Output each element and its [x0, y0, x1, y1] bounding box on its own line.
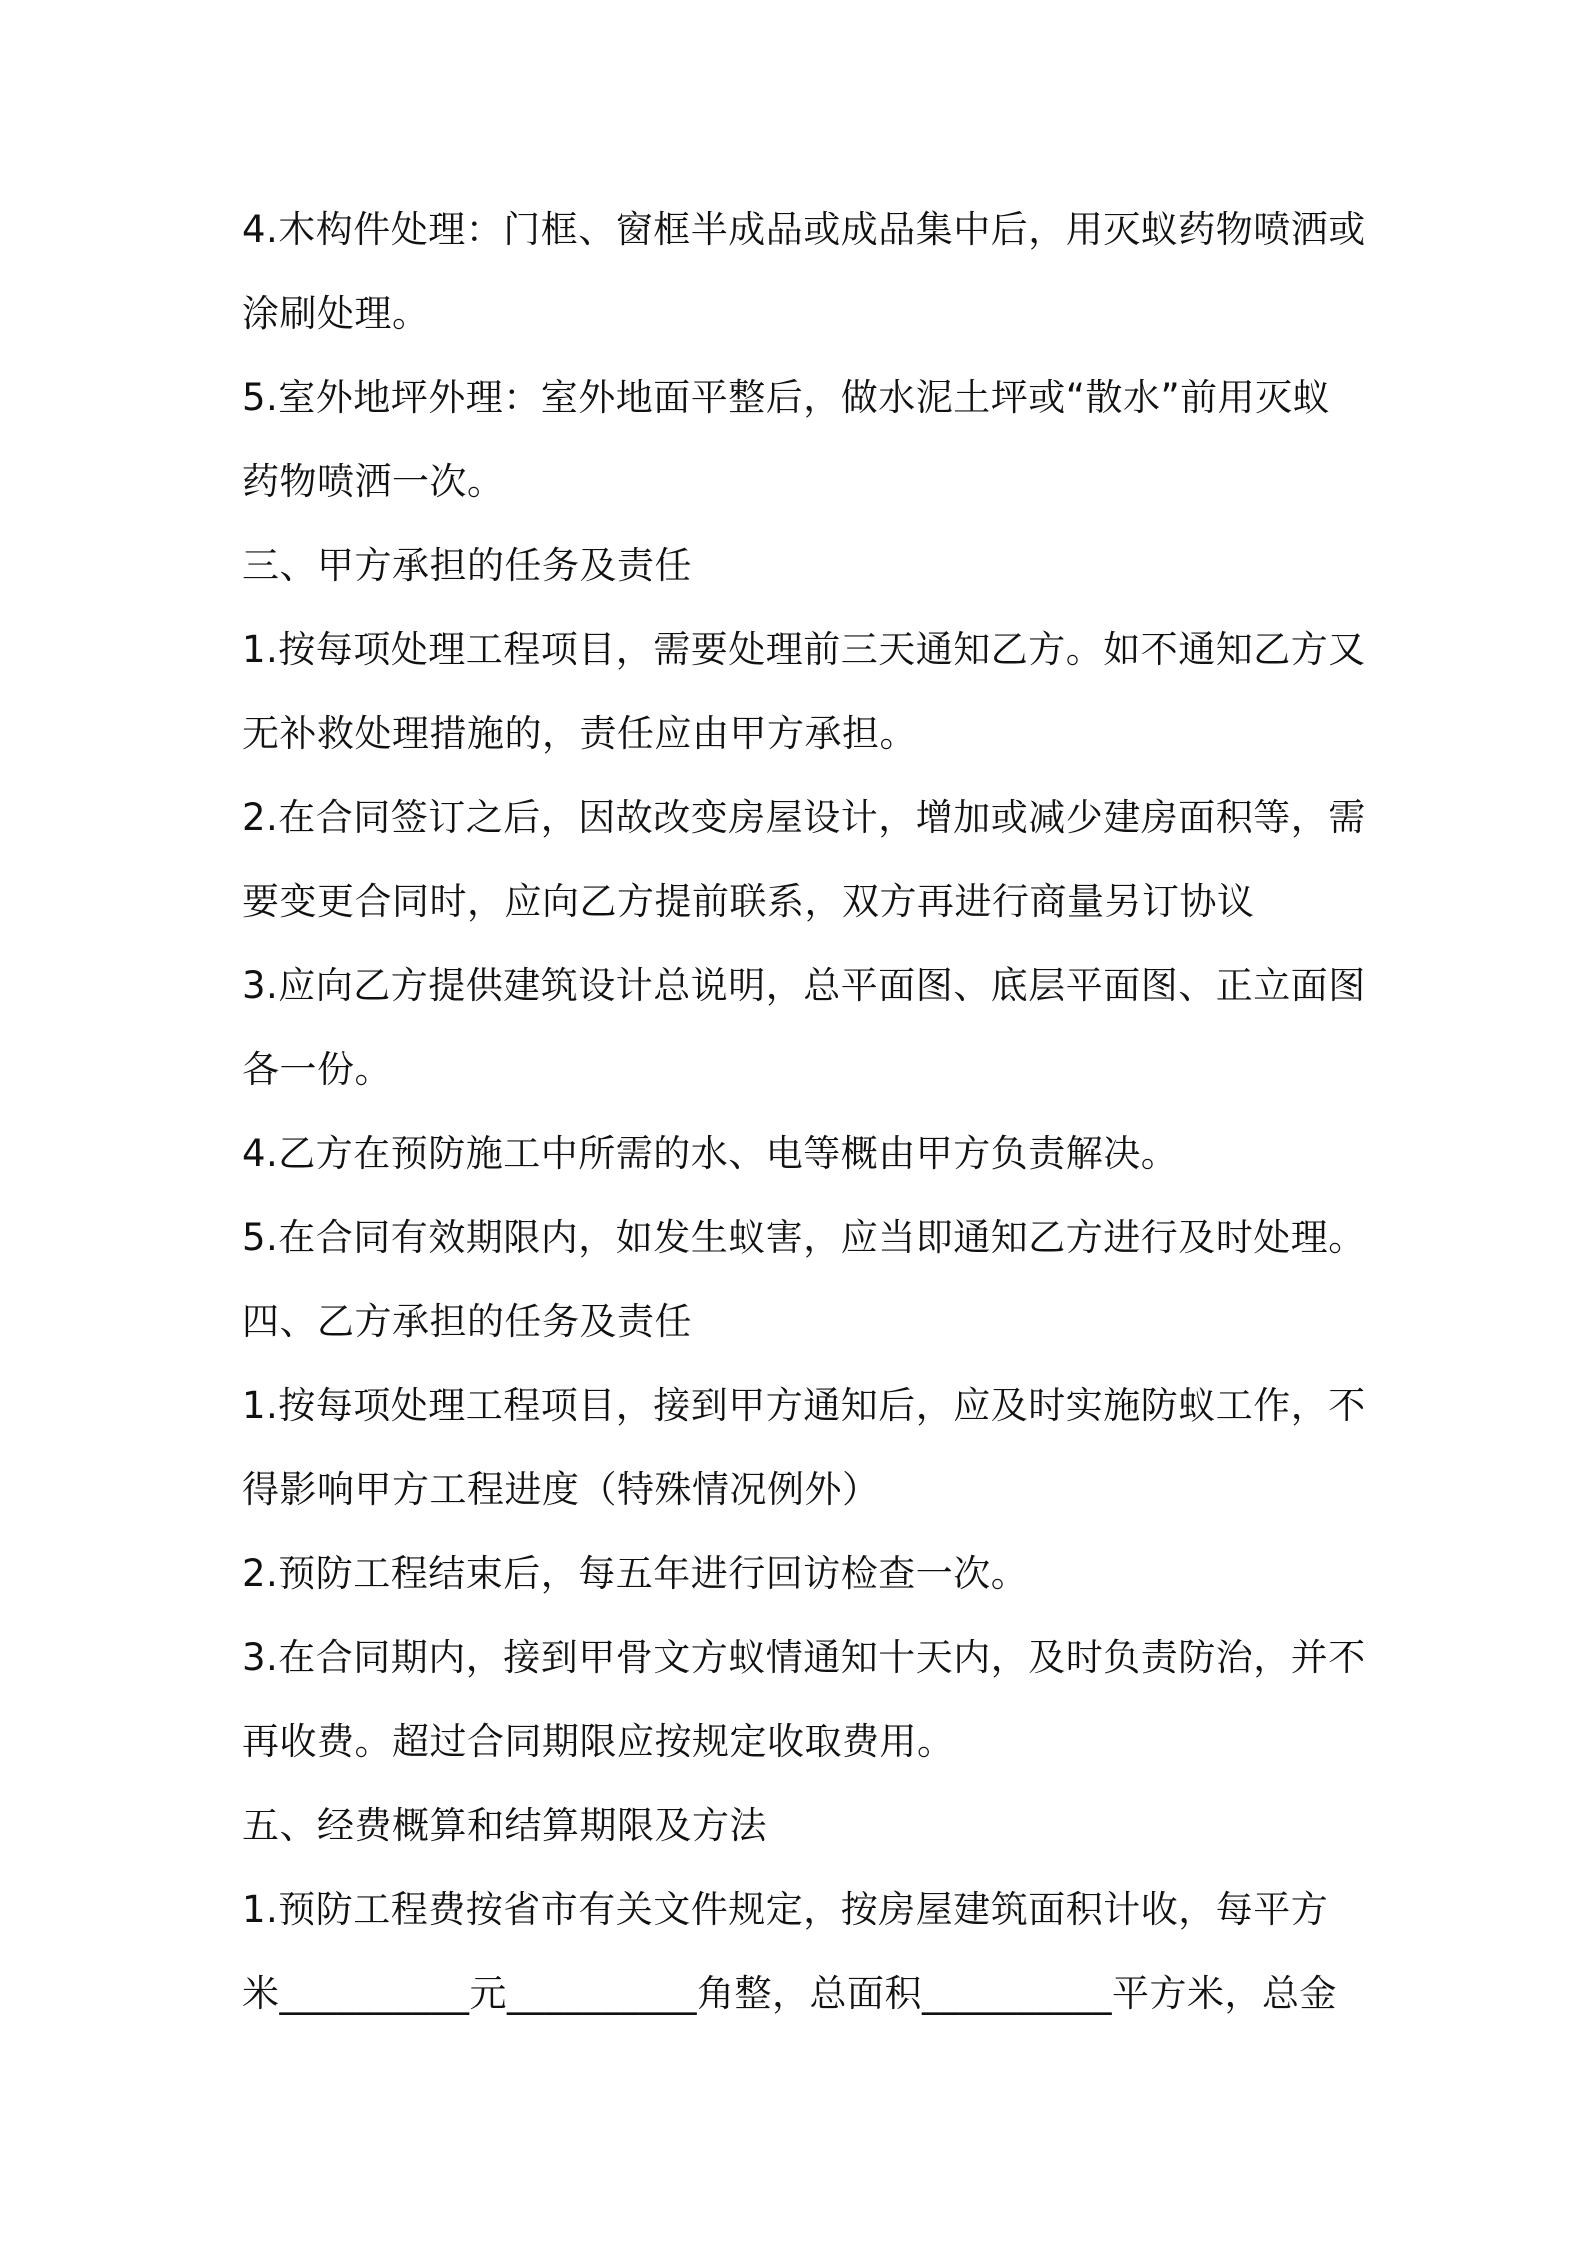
text-line: 得影响甲方工程进度（特殊情况例外） — [242, 1468, 880, 1511]
text-line: 1.预防工程费按省市有关文件规定，按房屋建筑面积计收，每平方 — [242, 1888, 1329, 1931]
text-line: 3.在合同期内，接到甲骨文方蚁情通知十天内，及时负责防治，并不 — [242, 1636, 1366, 1679]
section-heading: 五、经费概算和结算期限及方法 — [242, 1804, 767, 1847]
text-line: 3.应向乙方提供建筑设计总说明，总平面图、底层平面图、正立面图 — [242, 964, 1366, 1007]
text-line: 再收费。超过合同期限应按规定收取费用。 — [242, 1720, 955, 1763]
section-heading: 四、乙方承担的任务及责任 — [242, 1300, 692, 1343]
text-line: 4.乙方在预防施工中所需的水、电等概由甲方负责解决。 — [242, 1132, 1179, 1175]
text-line: 1.按每项处理工程项目，接到甲方通知后，应及时实施防蚁工作，不 — [242, 1384, 1366, 1427]
text-line: 4.木构件处理：门框、窗框半成品或成品集中后，用灭蚁药物喷洒或 — [242, 208, 1366, 251]
text-line: 2.预防工程结束后，每五年进行回访检查一次。 — [242, 1552, 1029, 1595]
text-line: 要变更合同时，应向乙方提前联系，双方再进行商量另订协议 — [242, 880, 1255, 923]
text-line: 5.在合同有效期限内，如发生蚁害，应当即通知乙方进行及时处理。 — [242, 1216, 1366, 1259]
text-line: 药物喷洒一次。 — [242, 460, 505, 503]
text-line: 涂刷处理。 — [242, 292, 430, 335]
document-page — [242, 188, 1366, 2036]
text-line: 1.按每项处理工程项目，需要处理前三天通知乙方。如不通知乙方又 — [242, 628, 1366, 671]
text-line: 米__________元__________角整，总面积__________平方米，总金 — [242, 1972, 1337, 2015]
text-line: 5.室外地坪外理：室外地面平整后，做水泥土坪或“散水”前用灭蚁 — [242, 376, 1331, 419]
text-line: 2.在合同签订之后，因故改变房屋设计，增加或减少建房面积等，需 — [242, 796, 1366, 839]
text-line: 各一份。 — [242, 1048, 392, 1091]
text-line: 无补救处理措施的，责任应由甲方承担。 — [242, 712, 917, 755]
section-heading: 三、甲方承担的任务及责任 — [242, 544, 692, 587]
